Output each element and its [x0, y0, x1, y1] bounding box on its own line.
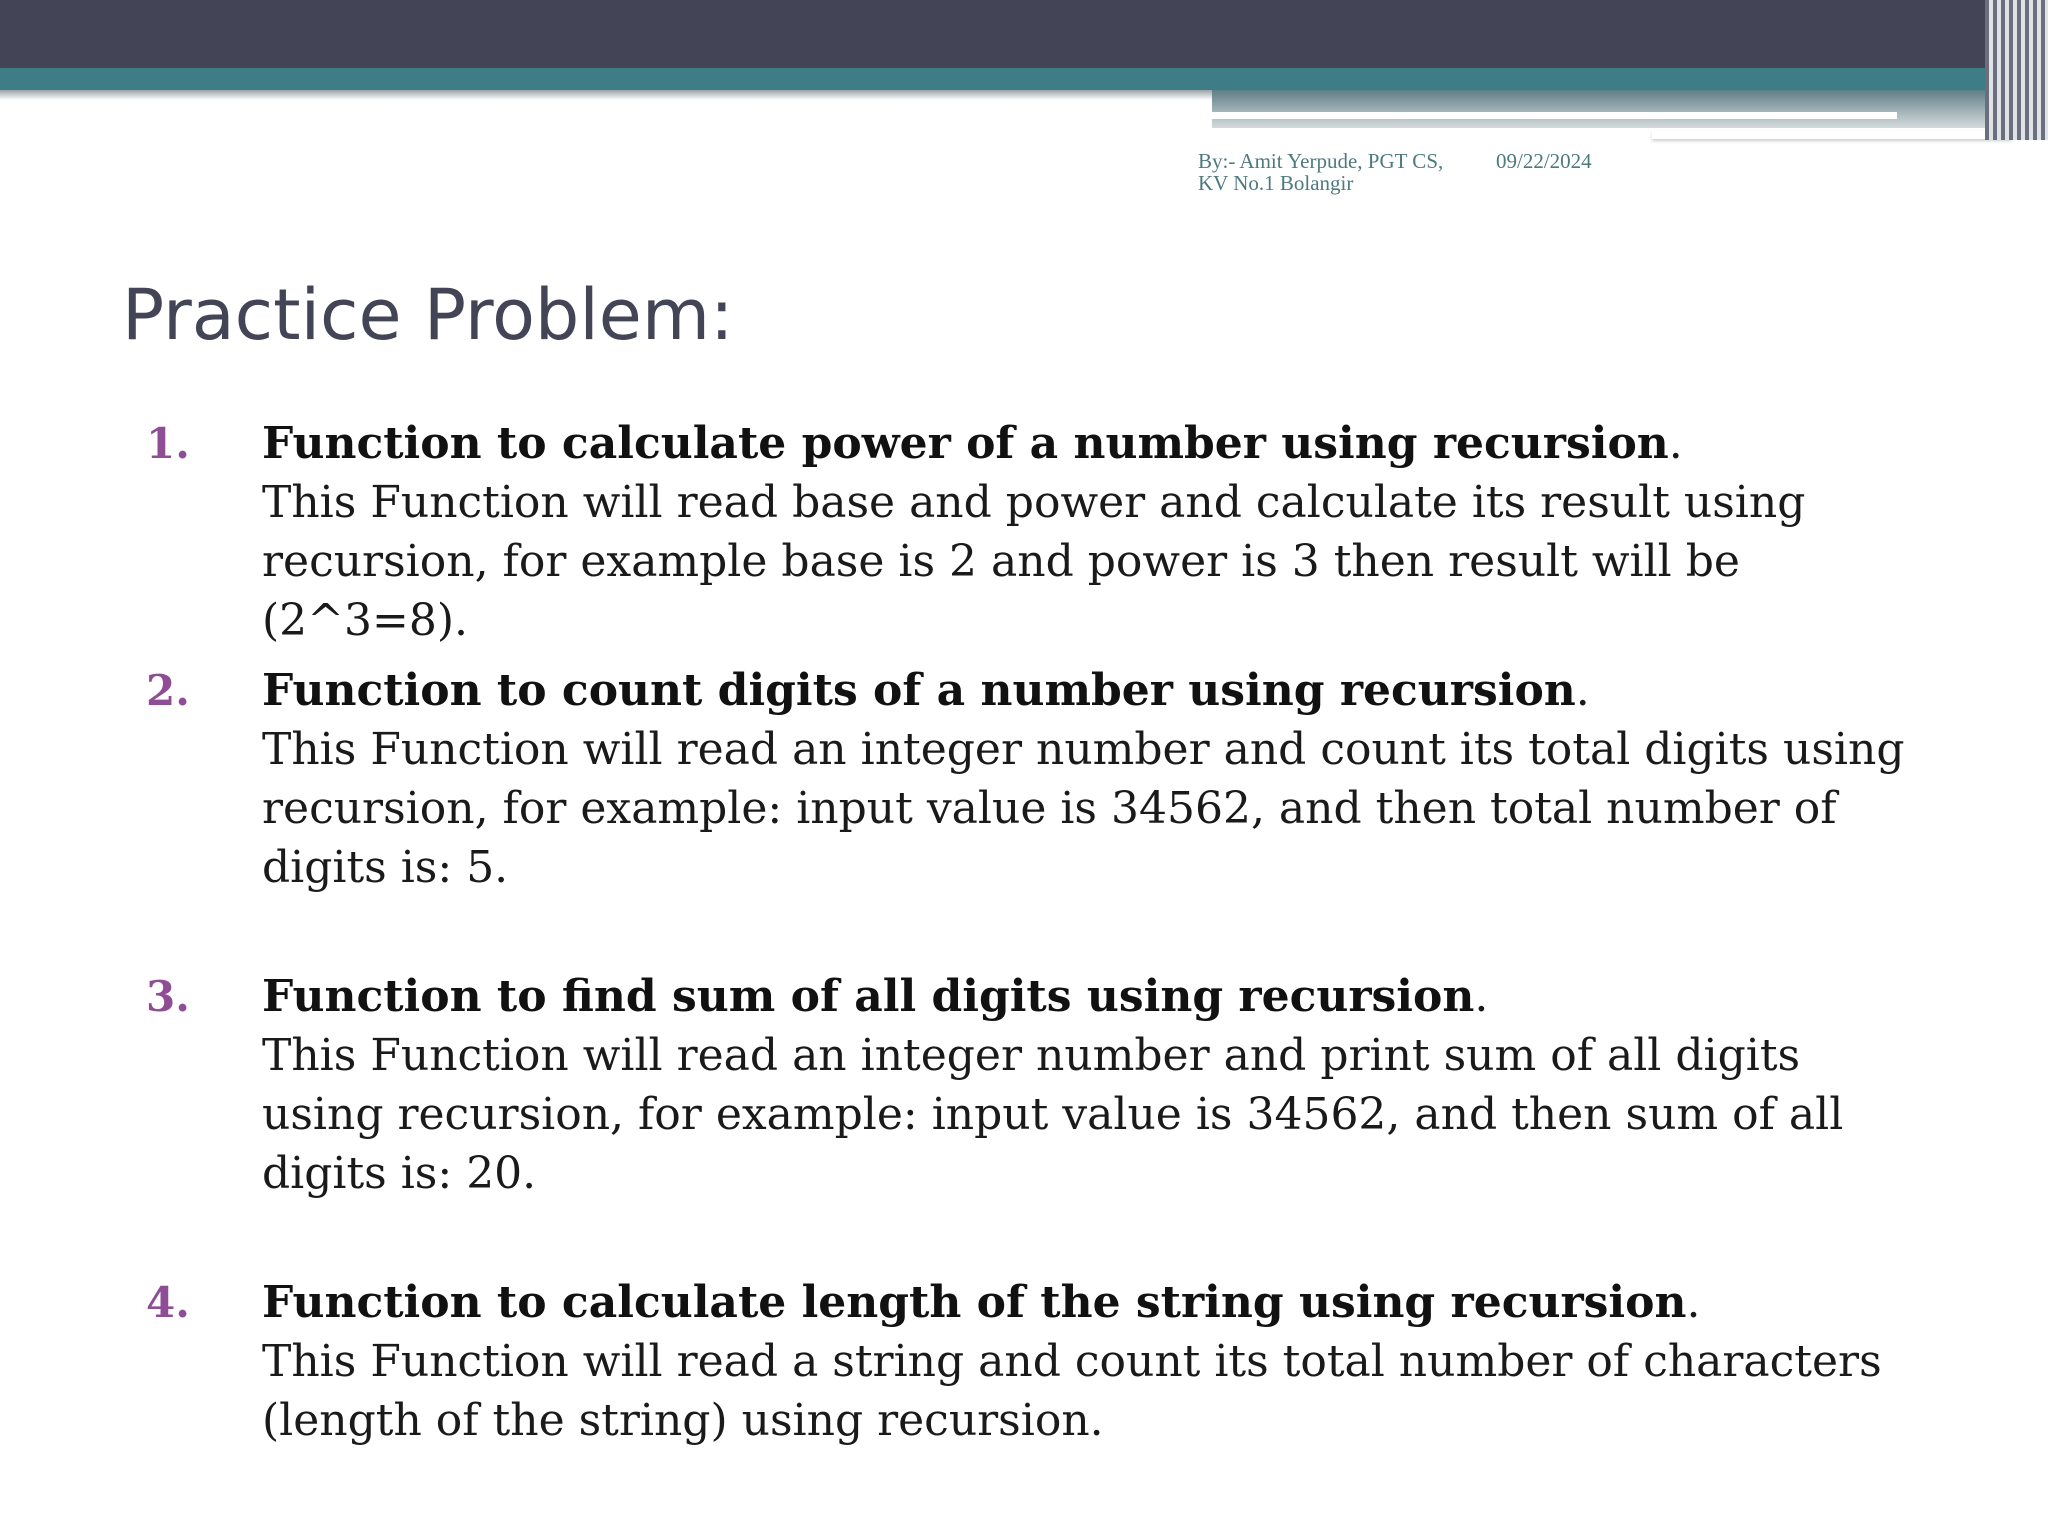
problem-heading: Function to calculate power of a number using recursion [262, 418, 1669, 469]
header-accent-block [1212, 90, 2012, 128]
header-edge-stripes [1985, 0, 2048, 140]
problem-content [262, 661, 1922, 897]
problem-heading: Function to calculate length of the string using recursion [262, 1277, 1687, 1328]
problem-number: 3. [146, 972, 190, 1021]
header-bar-teal [0, 68, 2048, 90]
problem-heading-punct: . [1575, 665, 1590, 716]
problem-content [262, 414, 1922, 650]
problem-heading-punct: . [1474, 971, 1489, 1022]
problem-content [262, 1273, 1922, 1450]
problem-description: This Function will read base and power and calculate its result using recursion, for example base is 2 and power is 3 then result will be (2^3=8). [262, 477, 1806, 646]
problem-number: 1. [146, 419, 190, 468]
header-bar-dark [0, 0, 2048, 68]
slide-title: Practice Problem: [122, 274, 734, 356]
problem-heading-punct: . [1668, 418, 1683, 469]
header-accent-line-short [1652, 131, 2012, 139]
slide-date: 09/22/2024 [1496, 149, 1592, 173]
problem-number: 4. [146, 1278, 190, 1327]
problem-heading: Function to find sum of all digits using recursion [262, 971, 1475, 1022]
author-credit: By:- Amit Yerpude, PGT CS, KV No.1 Bolangir [1198, 149, 1444, 195]
problem-description: This Function will read a string and count its total number of characters (length of the string) using recursion. [262, 1336, 1882, 1446]
problem-number: 2. [146, 666, 190, 715]
problem-heading: Function to count digits of a number using recursion [262, 665, 1576, 716]
problem-content [262, 967, 1922, 1203]
header-shadow [0, 90, 1212, 100]
header-accent-line [1212, 112, 1897, 119]
problem-description: This Function will read an integer number and count its total digits using recursion, for example: input value is 34562, and then total number of digits is: 5. [262, 724, 1905, 893]
problem-description: This Function will read an integer number and print sum of all digits using recursion, for example: input value is 34562, and then sum of all digits is: 20. [262, 1030, 1844, 1199]
problem-heading-punct: . [1686, 1277, 1701, 1328]
